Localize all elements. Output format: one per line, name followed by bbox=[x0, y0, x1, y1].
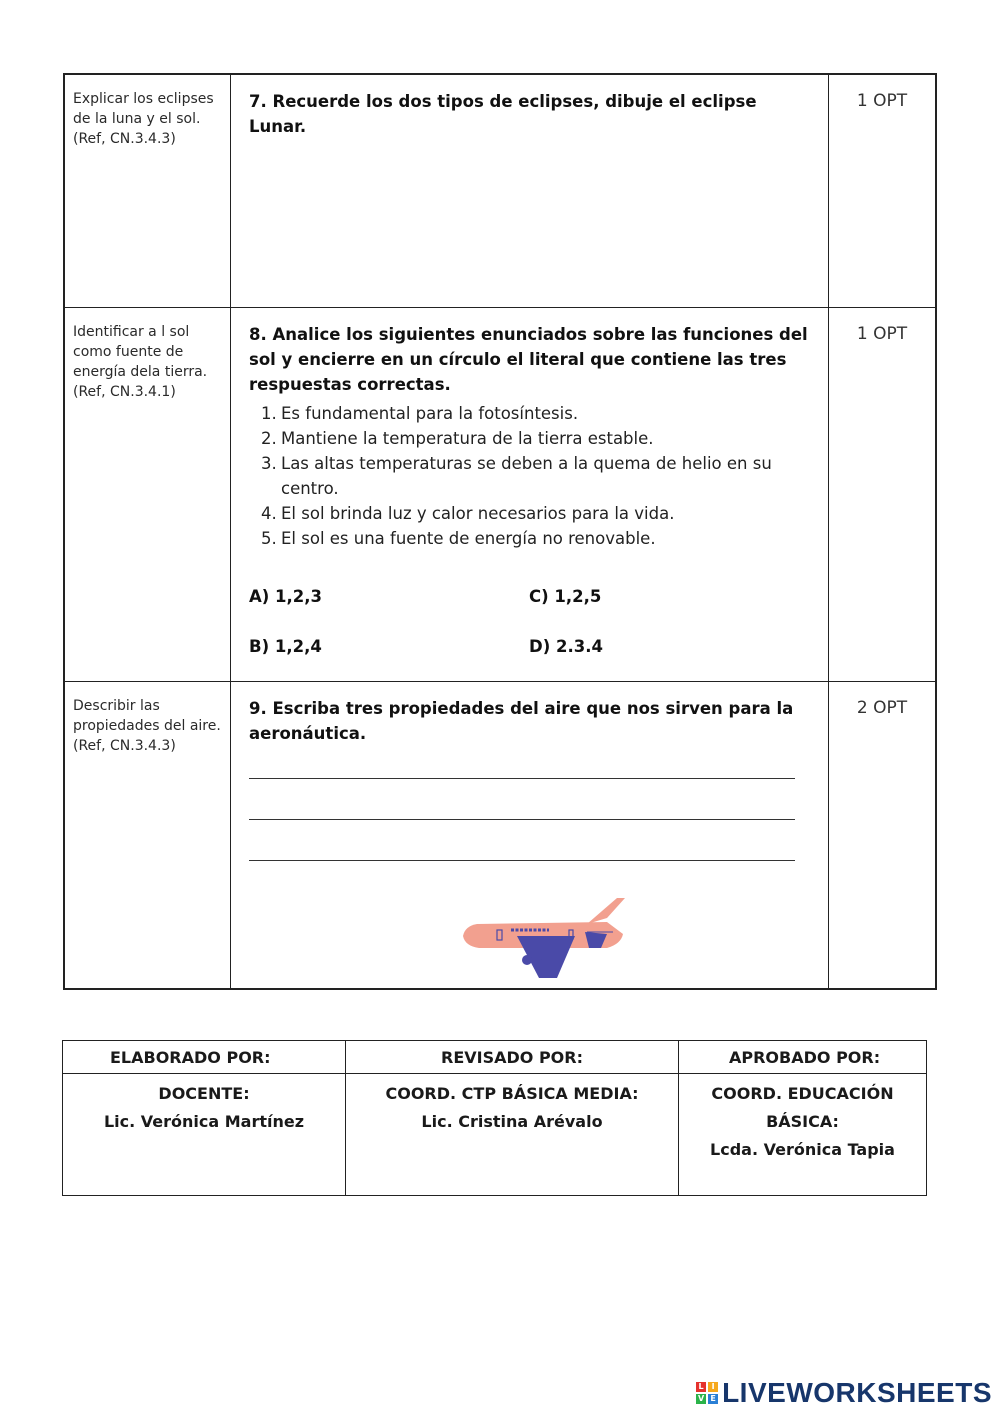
points-cell: 1 OPT bbox=[856, 324, 908, 344]
points-cell: 2 OPT bbox=[856, 698, 908, 718]
option-d[interactable]: D) 2.3.4 bbox=[529, 637, 603, 656]
question-title: 9. Escriba tres propiedades del aire que nos sirven para la aeronáutica. bbox=[249, 699, 794, 743]
signer-name: Lcda. Verónica Tapia bbox=[710, 1140, 895, 1159]
question-title: 7. Recuerde los dos tipos de eclipses, dibuje el eclipse Lunar. bbox=[249, 92, 757, 136]
statement-item: 1. Es fundamental para la fotosíntesis. bbox=[261, 404, 579, 423]
signature-cell-elaborado bbox=[63, 1074, 346, 1196]
question-cell bbox=[231, 682, 829, 990]
answer-options bbox=[249, 551, 810, 661]
signer-name: Lic. Verónica Martínez bbox=[103, 1112, 305, 1131]
assessment-table bbox=[63, 73, 937, 990]
objective-cell: Identificar a l sol como fuente de energía dela tierra. (Ref, CN.3.4.1) bbox=[65, 308, 231, 681]
question-cell bbox=[231, 308, 829, 681]
signature-cell-aprobado bbox=[679, 1074, 927, 1196]
drawing-area[interactable] bbox=[249, 139, 810, 319]
option-a[interactable]: A) 1,2,3 bbox=[249, 587, 323, 606]
header-revisado: REVISADO POR: bbox=[346, 1041, 679, 1074]
statement-item: 2. Mantiene la temperatura de la tierra estable. bbox=[261, 429, 654, 448]
header-elaborado: ELABORADO POR: bbox=[63, 1041, 346, 1074]
answer-line[interactable] bbox=[249, 778, 795, 779]
signer-name: Lic. Cristina Arévalo bbox=[421, 1112, 603, 1131]
objective-cell: Describir las propiedades del aire. (Ref, CN.3.4.3) bbox=[65, 682, 231, 990]
statement-list bbox=[249, 401, 810, 551]
answer-line[interactable] bbox=[249, 860, 795, 861]
logo-text: LIVEWORKSHEETS bbox=[722, 1377, 992, 1408]
signature-cell-revisado bbox=[346, 1074, 679, 1196]
airplane-icon bbox=[457, 894, 627, 978]
role-label: DOCENTE: bbox=[158, 1084, 250, 1103]
liveworksheets-logo bbox=[696, 1376, 992, 1410]
objective-cell: Explicar los eclipses de la luna y el sol. (Ref, CN.3.4.3) bbox=[65, 75, 231, 307]
question-row-7 bbox=[65, 75, 935, 308]
option-b[interactable]: B) 1,2,4 bbox=[249, 637, 322, 656]
question-row-9 bbox=[65, 682, 935, 990]
points-cell: 1 OPT bbox=[856, 91, 908, 111]
question-title: 8. Analice los siguientes enunciados sobre las funciones del sol y encierre en un círculo el literal que contiene las tres respuestas correctas. bbox=[249, 325, 808, 394]
answer-line[interactable] bbox=[249, 819, 795, 820]
question-row-8 bbox=[65, 308, 935, 682]
option-c[interactable]: C) 1,2,5 bbox=[529, 587, 602, 606]
question-cell bbox=[231, 75, 829, 307]
statement-item: 3. Las altas temperaturas se deben a la quema de helio en su centro. bbox=[261, 454, 772, 498]
role-label: COORD. EDUCACIÓN BÁSICA: bbox=[711, 1084, 894, 1131]
statement-item: 5. El sol es una fuente de energía no renovable. bbox=[261, 529, 656, 548]
role-label: COORD. CTP BÁSICA MEDIA: bbox=[385, 1084, 639, 1103]
header-aprobado: APROBADO POR: bbox=[679, 1041, 927, 1074]
statement-item: 4. El sol brinda luz y calor necesarios para la vida. bbox=[261, 504, 675, 523]
signature-table bbox=[62, 1040, 927, 1196]
logo-mark-icon: L I V E bbox=[696, 1382, 718, 1404]
